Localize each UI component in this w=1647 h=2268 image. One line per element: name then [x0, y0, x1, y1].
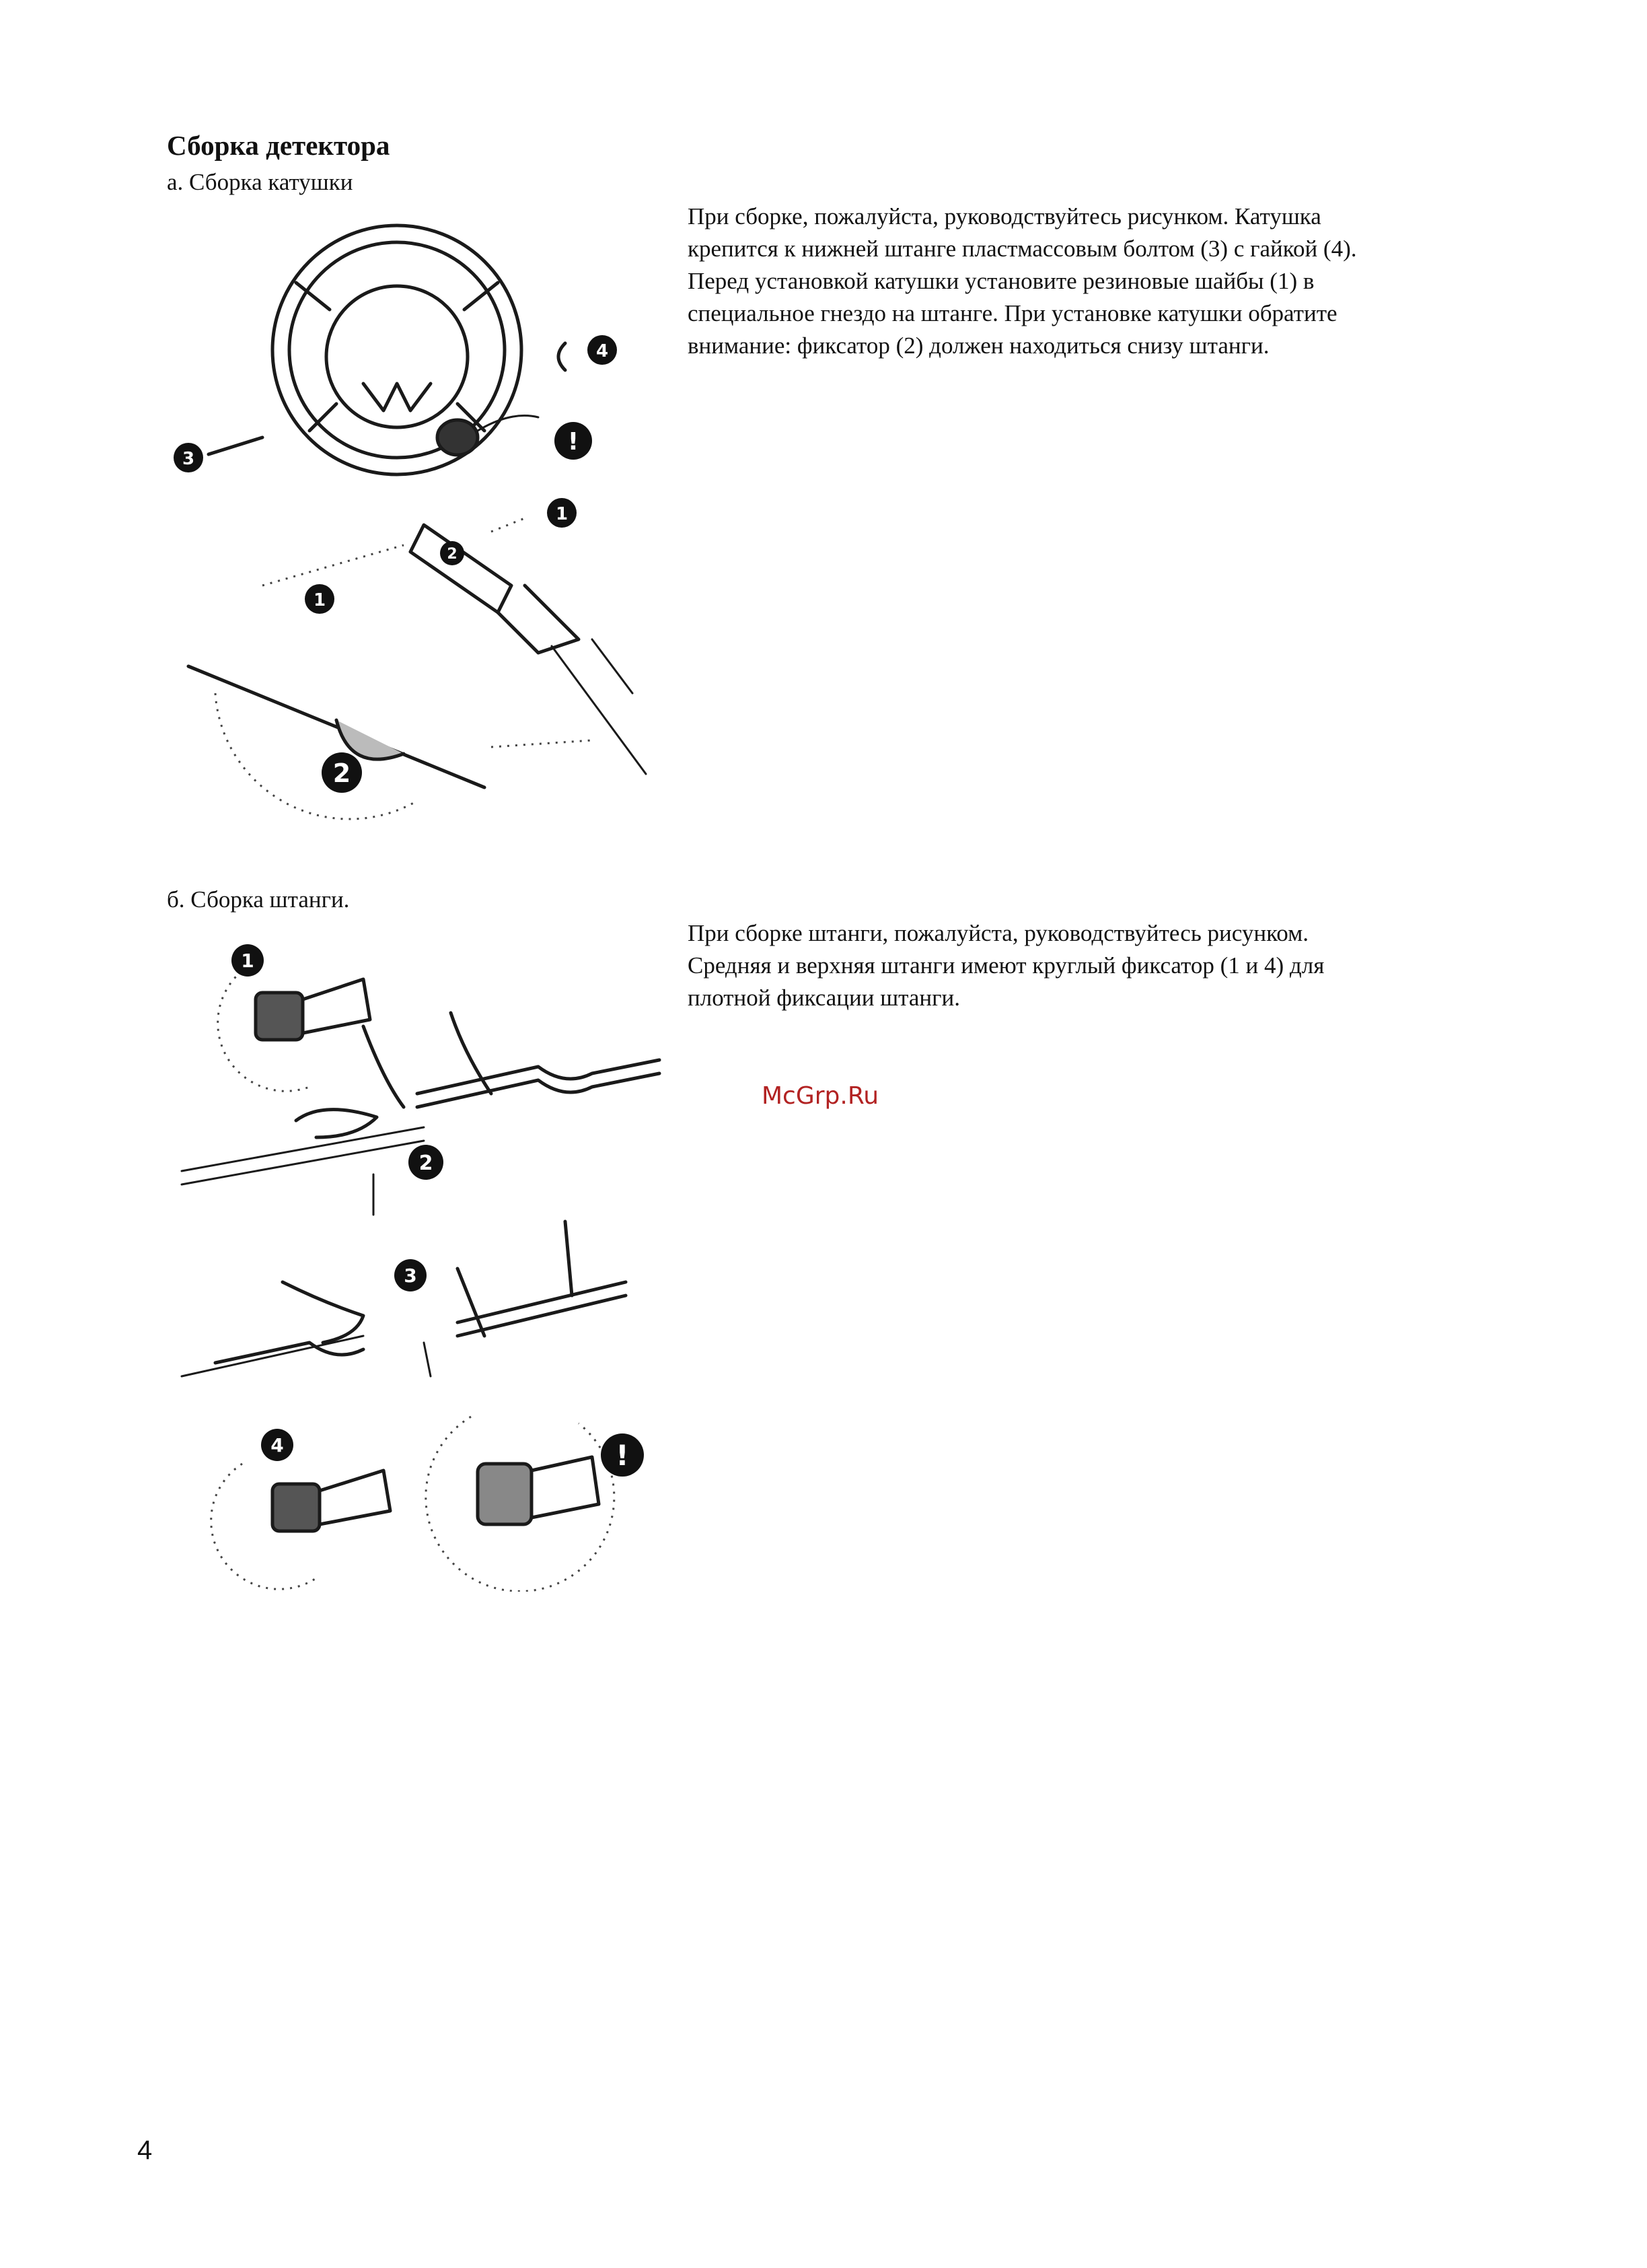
coil-assembly-figure: [161, 209, 659, 828]
shaft-line-2: Средняя и верхняя штанги имеют круглый фиксатор (1 и 4) для: [688, 952, 1325, 979]
svg-text:1: 1: [313, 590, 326, 610]
svg-text:2: 2: [447, 546, 458, 563]
coil-line-1: При сборке, пожалуйста, руководствуйтесь рисунком. Катушка: [688, 203, 1321, 229]
section-title: Сборка детектора: [167, 130, 390, 161]
svg-text:3: 3: [182, 449, 195, 469]
watermark: McGrp.Ru: [762, 1082, 879, 1110]
coil-subtitle: а. Сборка катушки: [167, 169, 353, 195]
shaft-subtitle: б. Сборка штанги.: [167, 886, 350, 913]
coil-line-2: крепится к нижней штанге пластмассовым болтом (3) с гайкой (4).: [688, 236, 1357, 262]
coil-line-3: Перед установкой катушки установите резиновые шайбы (1) в: [688, 268, 1315, 294]
shaft-callout-1: [231, 944, 264, 977]
svg-text:3: 3: [404, 1265, 417, 1287]
shaft-assembly-figure: [161, 932, 673, 1592]
page-number: 4: [137, 2135, 153, 2165]
svg-text:4: 4: [595, 341, 609, 361]
coil-line-5: внимание: фиксатор (2) должен находиться снизу штанги.: [688, 332, 1270, 359]
shaft-paragraph: [688, 917, 1324, 1014]
shaft-line-3: плотной фиксации штанги.: [688, 985, 960, 1011]
shaft-line-1: При сборке штанги, пожалуйста, руководствуйтесь рисунком.: [688, 920, 1309, 946]
coil-callout-2-detail: [322, 752, 362, 793]
coil-callout-1-top: [547, 498, 577, 528]
svg-text:2: 2: [332, 758, 351, 788]
coil-warning-callout: [554, 422, 592, 460]
svg-text:4: 4: [270, 1434, 284, 1456]
svg-text:!: !: [616, 1439, 629, 1472]
coil-line-4: специальное гнездо на штанге. При установке катушки обратите: [688, 300, 1338, 326]
coil-callout-2-shaft: [440, 541, 464, 565]
svg-text:1: 1: [555, 504, 569, 524]
coil-callout-1-left: [305, 584, 334, 614]
svg-text:1: 1: [241, 950, 254, 972]
shaft-callout-2: [408, 1145, 443, 1180]
shaft-warning-callout: [601, 1433, 644, 1477]
svg-text:2: 2: [418, 1151, 433, 1175]
svg-text:!: !: [567, 428, 579, 456]
shaft-callout-3: [394, 1259, 427, 1291]
coil-callout-3: [174, 443, 203, 472]
shaft-callout-4: [261, 1429, 293, 1461]
coil-callout-4: [587, 335, 617, 365]
coil-paragraph: [688, 201, 1357, 362]
